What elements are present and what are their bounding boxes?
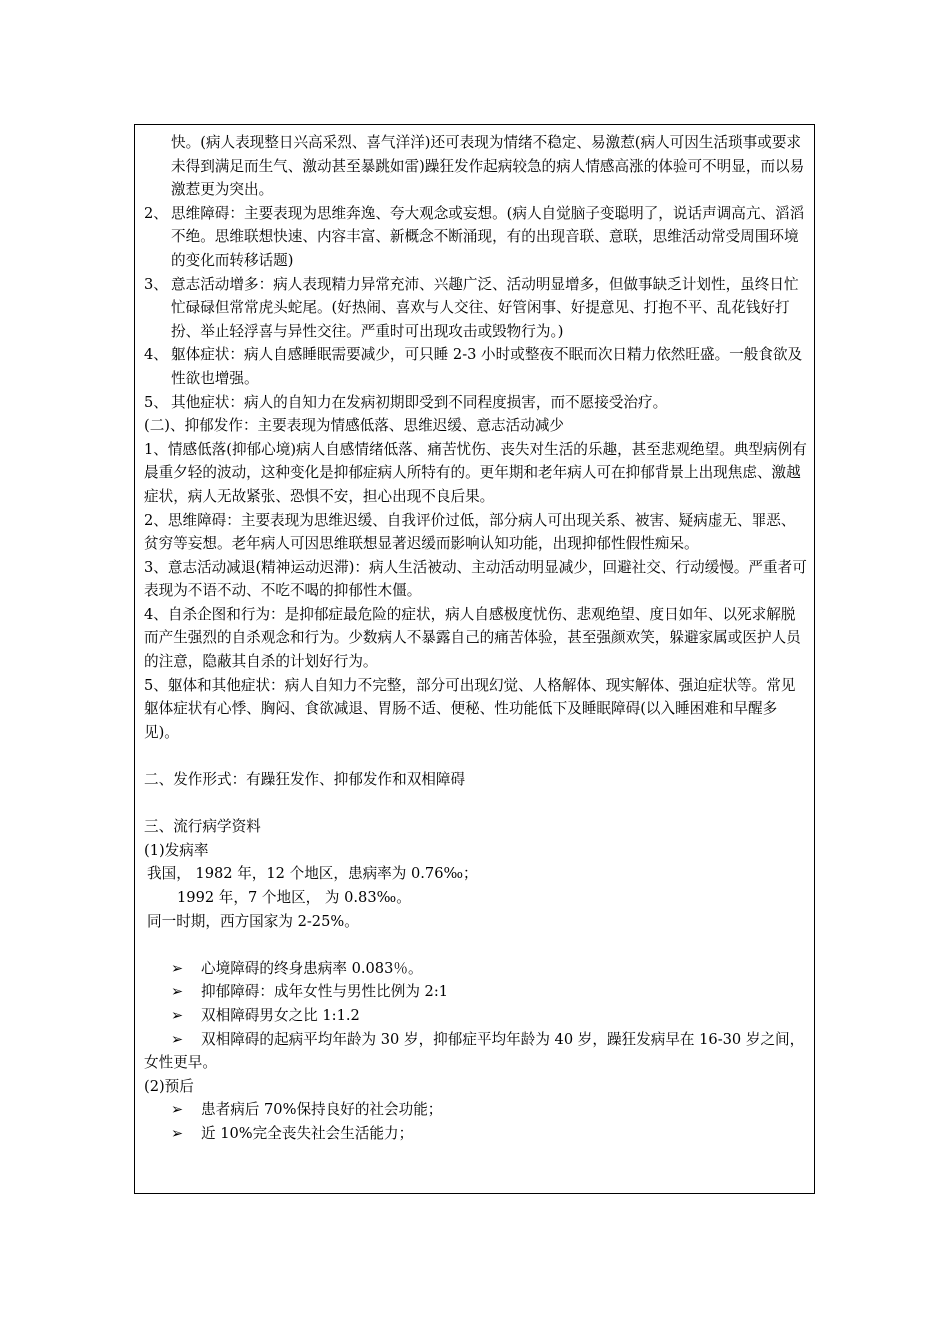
depression-heading: (二)、抑郁发作：主要表现为情感低落、思维迟缓、意志活动减少 (144, 417, 565, 435)
depression-paragraph-1: 1、情感低落(抑郁心境)病人自感情绪低落、痛苦忧伤、丧失对生活的乐趣，甚至悲观绝望。典型病例有晨重夕轻的波动，这种变化是抑郁症病人所特有的。更年期和老年病人可在抑郁背景上出现焦虑、激越症状，病人无故紧张、恐惧不安，担心出现不良后果。 (144, 440, 807, 505)
blank-line (144, 933, 808, 957)
item-text: 躯体症状：病人自感睡眠需要减少，可只睡 2-3 小时或整夜不眠而次日精力依然旺盛。一般食欲及性欲也增强。 (171, 346, 803, 387)
incidence-heading: (1)发病率 (144, 841, 209, 859)
mania-item-2 (144, 202, 808, 273)
bullet-text: 抑郁障碍：成年女性与男性比例为 2:1 (201, 983, 449, 1001)
incidence-line-1: 我国， 1982 年，12 个地区，患病率为 0.76‰； (147, 865, 478, 883)
bullet-item (144, 957, 808, 981)
arrow-bullet-icon: ➢ (171, 1101, 184, 1119)
section-2-heading: 二、发作形式：有躁狂发作、抑郁发作和双相障碍 (144, 771, 466, 789)
bullet-item (144, 1004, 808, 1028)
bullet-text: 心境障碍的终身患病率 0.083％。 (201, 959, 423, 977)
mania-continuation-paragraph: 快。(病人表现整日兴高采烈、喜气洋洋)还可表现为情绪不稳定、易激惹(病人可因生活琐事或要求未得到满足而生气、激动甚至暴跳如雷)躁狂发作起病较急的病人情感高涨的体验可不明显，而以易激惹更为突出。 (171, 134, 805, 199)
item-number: 2、 (144, 204, 168, 222)
arrow-bullet-icon: ➢ (171, 959, 184, 977)
depression-paragraph-5: 5、躯体和其他症状：病人自知力不完整，部分可出现幻觉、人格解体、现实解体、强迫症状等。常见躯体症状有心悸、胸闷、食欲减退、胃肠不适、便秘、性功能低下及睡眠障碍(以入睡困难和早醒多见)。 (144, 676, 796, 741)
depression-paragraph-2: 2、思维障碍：主要表现为思维迟缓、自我评价过低，部分病人可出现关系、被害、疑病虚无、罪恶、贫穷等妄想。老年病人可因思维联想显著迟缓而影响认知功能，出现抑郁性假性痴呆。 (144, 511, 796, 553)
arrow-bullet-icon: ➢ (171, 1030, 184, 1048)
arrow-bullet-icon: ➢ (171, 1124, 184, 1142)
item-number: 5、 (144, 393, 168, 411)
section-3-heading: 三、流行病学资料 (144, 818, 261, 836)
bullet-text: 患者病后 70%保持良好的社会功能； (201, 1101, 443, 1119)
incidence-line-3: 同一时期，西方国家为 2-25%。 (147, 912, 359, 930)
arrow-bullet-icon: ➢ (171, 983, 184, 1001)
document-content (144, 131, 808, 1146)
bullet-item (144, 1098, 808, 1122)
bullet-text: 近 10%完全丧失社会生活能力； (201, 1124, 414, 1142)
item-text: 其他症状：病人的自知力在发病初期即受到不同程度损害，而不愿接受治疗。 (171, 393, 668, 411)
mania-item-5 (144, 391, 808, 415)
blank-line (144, 744, 808, 768)
blank-line (144, 792, 808, 816)
depression-paragraph-3: 3、意志活动减退(精神运动迟滞)：病人生活被动、主动活动明显减少，回避社交、行动缓慢。严重者可表现为不语不动、不吃不喝的抑郁性木僵。 (144, 558, 807, 600)
bullet-item (144, 980, 808, 1004)
bullet-text: 双相障碍的起病平均年龄为 30 岁，抑郁症平均年龄为 40 岁，躁狂发病早在 16-30 岁之间，女性更早。 (144, 1030, 805, 1072)
bullet-text: 双相障碍男女之比 1:1.2 (201, 1006, 360, 1024)
arrow-bullet-icon: ➢ (171, 1006, 184, 1024)
mania-item-3 (144, 273, 808, 344)
incidence-line-2: 1992 年，7 个地区， 为 0.83‰。 (177, 889, 411, 906)
item-text: 思维障碍：主要表现为思维奔逸、夸大观念或妄想。(病人自觉脑子变聪明了，说话声调高亢、滔滔不绝。思维联想快速、内容丰富、新概念不断涌现，有的出现音联、意联，思维活动常受周围环境的变化而转移话题) (171, 204, 805, 269)
document-table-cell (134, 124, 815, 1194)
depression-paragraph-4: 4、自杀企图和行为：是抑郁症最危险的症状，病人自感极度忧伤、悲观绝望、度日如年、以死求解脱而产生强烈的自杀观念和行为。少数病人不暴露自己的痛苦体验，甚至强颜欢笑，躲避家属或医护人员的注意，隐蔽其自杀的计划好行为。 (144, 605, 801, 671)
bullet-item (144, 1028, 808, 1075)
item-number: 4、 (144, 346, 168, 364)
item-number: 3、 (144, 275, 168, 293)
bullet-item (144, 1122, 808, 1146)
item-text: 意志活动增多：病人表现精力异常充沛、兴趣广泛、活动明显增多，但做事缺乏计划性，虽终日忙忙碌碌但常常虎头蛇尾。(好热闹、喜欢与人交往、好管闲事、好提意见、打抱不平、乱花钱好打扮、举止轻浮喜与异性交往。严重时可出现攻击或毁物行为。) (171, 275, 799, 340)
prognosis-heading: (2)预后 (144, 1077, 194, 1095)
mania-item-4 (144, 343, 808, 390)
